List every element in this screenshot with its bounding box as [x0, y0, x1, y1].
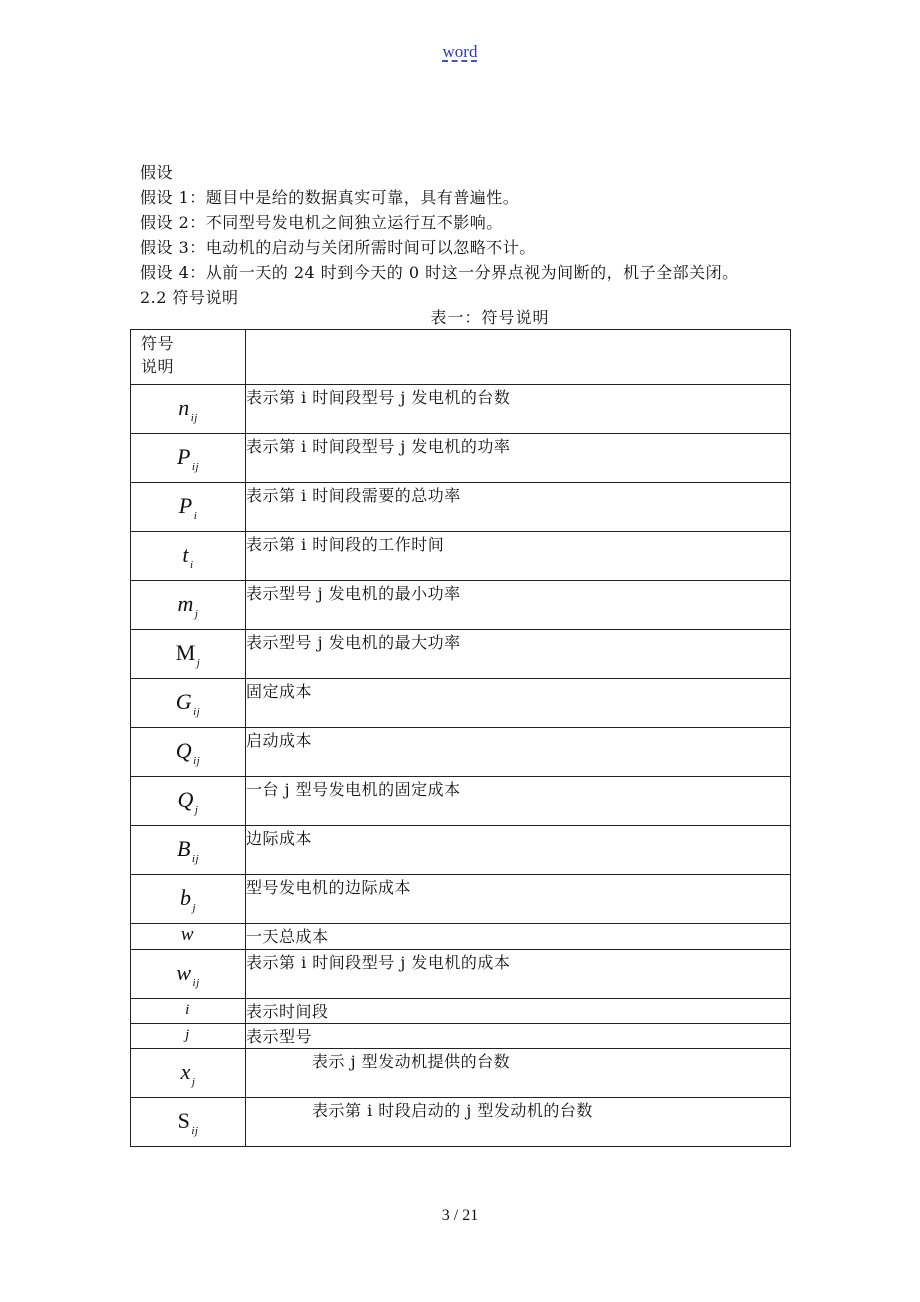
description-cell: 一台 j 型号发电机的固定成本 — [246, 777, 791, 826]
table-header-cell — [131, 330, 246, 385]
header-label-symbol: 符号 — [141, 334, 175, 353]
assumptions-section — [140, 160, 800, 310]
description-cell: 表示型号 — [246, 1024, 791, 1049]
description-cell: 表示 j 型发动机提供的台数 — [246, 1049, 791, 1098]
description-cell: 边际成本 — [246, 826, 791, 875]
symbol-cell — [131, 950, 246, 999]
description-cell: 表示第 i 时间段型号 j 发电机的成本 — [246, 950, 791, 999]
symbol-cell — [131, 483, 246, 532]
table-row — [131, 777, 791, 826]
page-number: 3 / 21 — [441, 1207, 479, 1224]
symbol: $P_i$ — [178, 492, 198, 522]
symbol-table — [130, 329, 791, 1147]
header-link[interactable]: word — [442, 42, 478, 61]
table-row — [131, 385, 791, 434]
table-row — [131, 532, 791, 581]
symbol: $w_{ij}$ — [176, 959, 200, 989]
description-cell: 型号发电机的边际成本 — [246, 875, 791, 924]
assumption-3: 假设 3：电动机的启动与关闭所需时间可以忽略不计。 — [140, 238, 536, 257]
description-cell: 启动成本 — [246, 728, 791, 777]
symbol-cell — [131, 1098, 246, 1147]
symbol-cell — [131, 630, 246, 679]
symbol-cell — [131, 875, 246, 924]
description-cell: 表示型号 j 发电机的最小功率 — [246, 581, 791, 630]
table-row — [131, 999, 791, 1024]
description-cell: 表示第 i 时段启动的 j 型发动机的台数 — [246, 1098, 791, 1147]
table-header-row — [131, 330, 791, 385]
section-heading-symbols: 2.2 符号说明 — [140, 288, 239, 307]
symbol-cell — [131, 679, 246, 728]
table-row — [131, 630, 791, 679]
table-caption: 表一：符号说明 — [430, 308, 550, 327]
table-row — [131, 1049, 791, 1098]
symbol: j — [185, 1027, 190, 1043]
table-row — [131, 950, 791, 999]
table-row — [131, 875, 791, 924]
symbol: $S_{ij}$ — [177, 1107, 199, 1137]
table-row — [131, 679, 791, 728]
table-row — [131, 1098, 791, 1147]
symbol: $m_j$ — [177, 590, 199, 620]
assumption-1: 假设 1：题目中是给的数据真实可靠，具有普遍性。 — [140, 188, 520, 207]
symbol-cell — [131, 728, 246, 777]
description-cell: 表示时间段 — [246, 999, 791, 1024]
table-row — [131, 1024, 791, 1049]
symbol-cell — [131, 434, 246, 483]
symbol: $G_{ij}$ — [175, 688, 201, 718]
table-row — [131, 581, 791, 630]
assumption-2: 假设 2：不同型号发电机之间独立运行互不影响。 — [140, 213, 503, 232]
symbol: $Q_{ij}$ — [175, 737, 201, 767]
description-cell: 表示第 i 时间段的工作时间 — [246, 532, 791, 581]
symbol: $P_{ij}$ — [176, 443, 200, 473]
symbol: $Q_j$ — [177, 786, 199, 816]
symbol: $x_j$ — [180, 1058, 196, 1088]
table-row — [131, 483, 791, 532]
symbol-cell — [131, 1024, 246, 1049]
table-header-empty-cell — [246, 330, 791, 385]
description-cell: 一天总成本 — [246, 924, 791, 950]
symbol: $t_i$ — [182, 541, 194, 571]
header-label-description: 说明 — [141, 357, 175, 376]
description-cell: 表示第 i 时间段型号 j 发电机的功率 — [246, 434, 791, 483]
table-row — [131, 826, 791, 875]
table-row — [131, 434, 791, 483]
symbol-cell — [131, 826, 246, 875]
symbol: w — [180, 924, 195, 945]
symbol: i — [185, 1002, 190, 1018]
assumption-4: 假设 4：从前一天的 24 时到今天的 0 时这一分界点视为间断的，机子全部关闭。 — [140, 263, 739, 282]
symbol: $B_{ij}$ — [176, 835, 200, 865]
description-cell: 表示第 i 时间段型号 j 发电机的台数 — [246, 385, 791, 434]
description-cell: 表示第 i 时间段需要的总功率 — [246, 483, 791, 532]
symbol-cell — [131, 924, 246, 950]
symbol-cell — [131, 1049, 246, 1098]
symbol: $M_j$ — [175, 639, 201, 669]
symbol-cell — [131, 532, 246, 581]
table-row — [131, 924, 791, 950]
symbol-cell — [131, 999, 246, 1024]
description-cell: 表示型号 j 发电机的最大功率 — [246, 630, 791, 679]
description-cell: 固定成本 — [246, 679, 791, 728]
table-row — [131, 728, 791, 777]
section-heading-assumptions: 假设 — [140, 163, 174, 182]
symbol: $n_{ij}$ — [178, 394, 198, 424]
symbol-cell — [131, 581, 246, 630]
symbol-cell — [131, 385, 246, 434]
symbol: $b_j$ — [179, 884, 197, 914]
symbol-cell — [131, 777, 246, 826]
